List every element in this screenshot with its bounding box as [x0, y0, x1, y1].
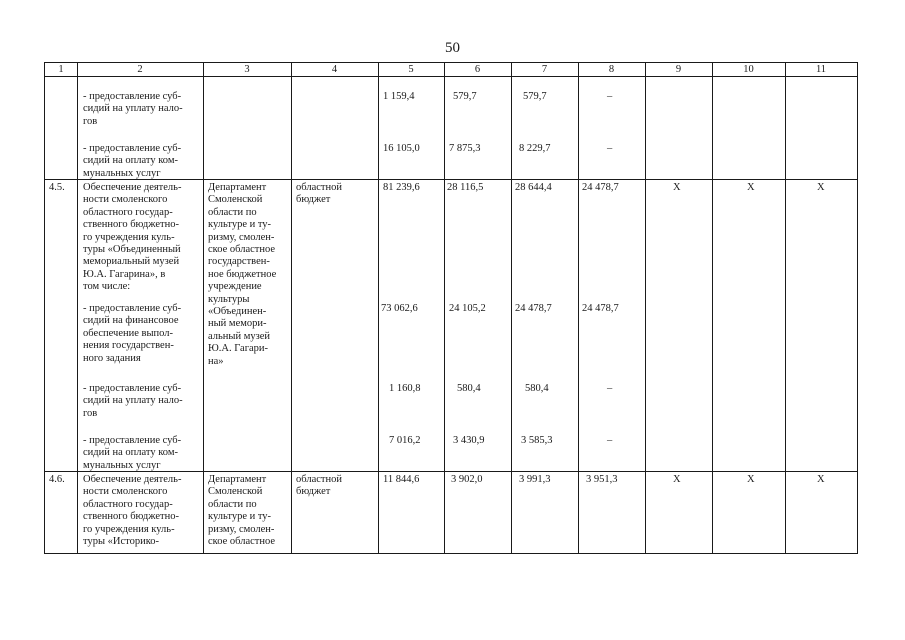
- header-col-9: 9: [675, 64, 682, 75]
- indicator-col-9: X: [673, 474, 681, 485]
- header-col-7: 7: [541, 64, 548, 75]
- amount-col-5: 16 105,0: [383, 143, 420, 154]
- header-col-11: 11: [815, 64, 827, 75]
- amount-col-8: 24 478,7: [582, 182, 619, 193]
- amount-col-5: 1 159,4: [383, 91, 415, 102]
- amount-col-7: 8 229,7: [519, 143, 551, 154]
- amount-col-6: 579,7: [453, 91, 477, 102]
- header-col-10: 10: [743, 64, 754, 75]
- item-description: - предоставление суб- сидий на уплату нало- гов: [83, 383, 183, 419]
- amount-col-7: 24 478,7: [515, 303, 552, 314]
- header-divider: [45, 76, 857, 77]
- amount-col-7: 28 644,4: [515, 182, 552, 193]
- column-divider: [77, 63, 78, 553]
- amount-col-8: 24 478,7: [582, 303, 619, 314]
- header-col-3: 3: [244, 64, 250, 75]
- amount-col-5: 11 844,6: [383, 474, 420, 485]
- row-number: 4.5.: [49, 182, 65, 193]
- responsible-department: Департамент Смоленской области по культуре и ту- ризму, смолен- ское областное государствен- ное бюджетное учреждение культуры «Объединен- ный мемори- альный музей Ю.А. Гагари- на»: [208, 182, 277, 367]
- item-description: - предоставление суб- сидий на финансовое обеспечение выпол- нения государствен- ного задания: [83, 303, 182, 364]
- header-col-5: 5: [408, 64, 414, 75]
- item-description: - предоставление суб- сидий на уплату нало- гов: [83, 91, 183, 127]
- budget-table: [44, 62, 858, 554]
- header-col-4: 4: [331, 64, 338, 75]
- amount-col-5: 7 016,2: [389, 435, 421, 446]
- amount-col-8: –: [607, 143, 613, 154]
- amount-col-6: 28 116,5: [447, 182, 484, 193]
- column-divider: [511, 63, 512, 553]
- amount-col-7: 3 991,3: [519, 474, 551, 485]
- amount-col-8: –: [607, 435, 613, 446]
- amount-col-8: –: [607, 383, 613, 394]
- page-number: 50: [445, 40, 460, 56]
- amount-col-7: 3 585,3: [521, 435, 553, 446]
- column-divider: [378, 63, 379, 553]
- column-divider: [291, 63, 292, 553]
- header-col-8: 8: [608, 64, 615, 75]
- indicator-col-9: X: [673, 182, 681, 193]
- column-divider: [645, 63, 646, 553]
- amount-col-7: 579,7: [523, 91, 547, 102]
- amount-col-6: 7 875,3: [449, 143, 481, 154]
- indicator-col-10: X: [747, 474, 755, 485]
- header-col-2: 2: [137, 64, 143, 75]
- amount-col-5: 73 062,6: [381, 303, 418, 314]
- column-divider: [712, 63, 713, 553]
- item-description: - предоставление суб- сидий на оплату ком- мунальных услуг: [83, 435, 182, 471]
- amount-col-5: 81 239,6: [383, 182, 420, 193]
- column-divider: [444, 63, 445, 553]
- header-col-6: 6: [474, 64, 481, 75]
- column-divider: [578, 63, 579, 553]
- amount-col-6: 580,4: [457, 383, 481, 394]
- indicator-col-10: X: [747, 182, 755, 193]
- amount-col-8: –: [607, 91, 613, 102]
- column-divider: [785, 63, 786, 553]
- amount-col-6: 24 105,2: [449, 303, 486, 314]
- indicator-col-11: X: [817, 182, 825, 193]
- row-number: 4.6.: [49, 474, 65, 485]
- column-divider: [203, 63, 204, 553]
- funding-source: областной бюджет: [296, 182, 342, 206]
- indicator-col-11: X: [817, 474, 825, 485]
- responsible-department: Департамент Смоленской области по культуре и ту- ризму, смолен- ское областное: [208, 474, 276, 548]
- amount-col-6: 3 902,0: [451, 474, 483, 485]
- amount-col-8: 3 951,3: [586, 474, 618, 485]
- item-description: Обеспечение деятель- ности смоленского областного государ- ственного бюджетно- го учреждения куль- туры «Объединенный мемориальный музей Ю.А. Гагарина», в том числе:: [83, 182, 182, 293]
- item-description: - предоставление суб- сидий на оплату ком- мунальных услуг: [83, 143, 182, 179]
- funding-source: областной бюджет: [296, 474, 342, 498]
- item-description: Обеспечение деятель- ности смоленского областного государ- ственного бюджетно- го учреждения куль- туры «Историко-: [83, 474, 182, 548]
- amount-col-7: 580,4: [525, 383, 549, 394]
- amount-col-6: 3 430,9: [453, 435, 485, 446]
- header-col-1: 1: [58, 64, 64, 75]
- amount-col-5: 1 160,8: [389, 383, 421, 394]
